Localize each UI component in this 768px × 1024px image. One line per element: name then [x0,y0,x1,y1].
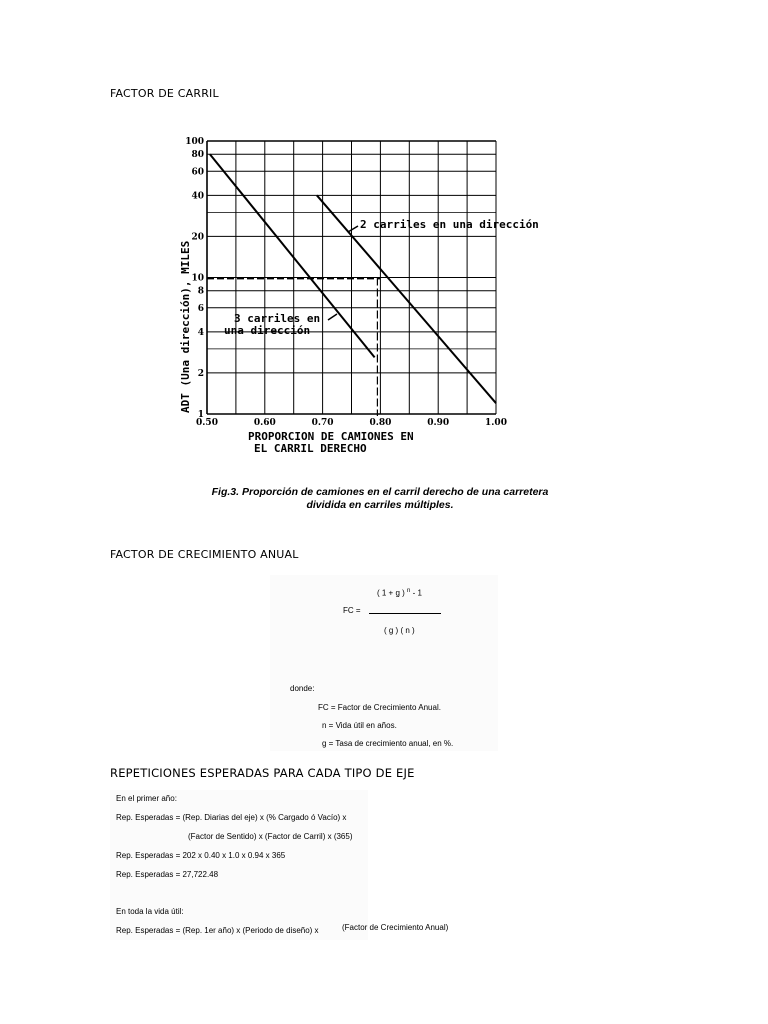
equation-4: Rep. Esperadas = (Rep. 1er año) x (Periodo de diseño) x [116,926,319,935]
x-tick-label: 0.70 [311,418,334,428]
definition-g: g = Tasa de crecimiento anual, en %. [322,739,454,748]
equation-4-tail: (Factor de Crecimiento Anual) [342,923,449,932]
repetitions-heading: REPETICIONES ESPERADAS PARA CADA TIPO DE EJE [110,766,415,780]
formula-exponent: n [407,588,411,594]
chart-ticks [185,137,507,428]
lifetime-label: En toda la vida útil: [116,907,184,916]
y-tick-label: 100 [185,137,204,147]
pointer-two-lanes [348,226,358,232]
x-tick-label: 0.60 [253,418,276,428]
equation-1-line1: Rep. Esperadas = (Rep. Diarias del eje) x (% Cargado ó Vacío) x [116,813,347,822]
x-axis-label-line2: EL CARRIL DERECHO [254,442,367,455]
equation-3: Rep. Esperadas = 27,722.48 [116,870,219,879]
x-tick-label: 1.00 [485,418,507,428]
y-tick-label: 80 [191,150,204,161]
formula-lhs: FC = [343,606,361,615]
y-axis-label: ADT (Una dirección), MILES [179,240,192,413]
x-tick-label: 0.50 [196,418,218,428]
fraction-bar [369,613,441,614]
y-tick-label: 20 [191,232,204,243]
y-tick-label: 1 [197,410,204,420]
x-tick-label: 0.80 [369,418,392,428]
formula-denominator: ( g ) ( n ) [384,626,415,635]
y-tick-label: 8 [197,286,204,297]
lane-factor-heading: FACTOR DE CARRIL [110,87,219,100]
equation-2: Rep. Esperadas = 202 x 0.40 x 1.0 x 0.94 x 365 [116,851,286,860]
first-year-label: En el primer año: [116,794,177,803]
x-axis-label-line1: PROPORCION DE CAMIONES EN [248,430,414,443]
annotation-two-lanes: 2 carriles en una dirección [360,218,539,231]
equation-1-line2: (Factor de Sentido) x (Factor de Carril) x (365) [188,832,353,841]
growth-factor-heading: FACTOR DE CRECIMIENTO ANUAL [110,548,299,561]
y-tick-label: 4 [197,327,204,338]
caption-line2: dividida en carriles múltiples. [306,499,454,511]
figure-caption [150,486,610,512]
annotation-three-lanes-line2: una dirección [224,324,311,337]
y-tick-label: 6 [197,303,204,314]
lane-factor-chart [160,128,610,468]
x-tick-label: 0.90 [427,418,450,428]
annotation-three-lanes-line1: 3 carriles en [234,312,321,325]
chart-grid [207,141,496,414]
y-tick-label: 2 [197,368,204,379]
definition-fc: FC = Factor de Crecimiento Anual. [318,703,441,712]
caption-line1: Fig.3. Proporción de camiones en el carril derecho de una carretera [211,486,549,498]
y-tick-label: 60 [191,167,204,178]
y-tick-label: 40 [191,191,204,202]
formula-numerator: ( 1 + g ) $^n$ - 1 [377,588,422,598]
definition-n: n = Vida útil en años. [322,721,397,730]
y-tick-label: 10 [191,273,204,284]
pointer-three-lanes [328,314,337,320]
formula-where: donde: [290,684,315,693]
